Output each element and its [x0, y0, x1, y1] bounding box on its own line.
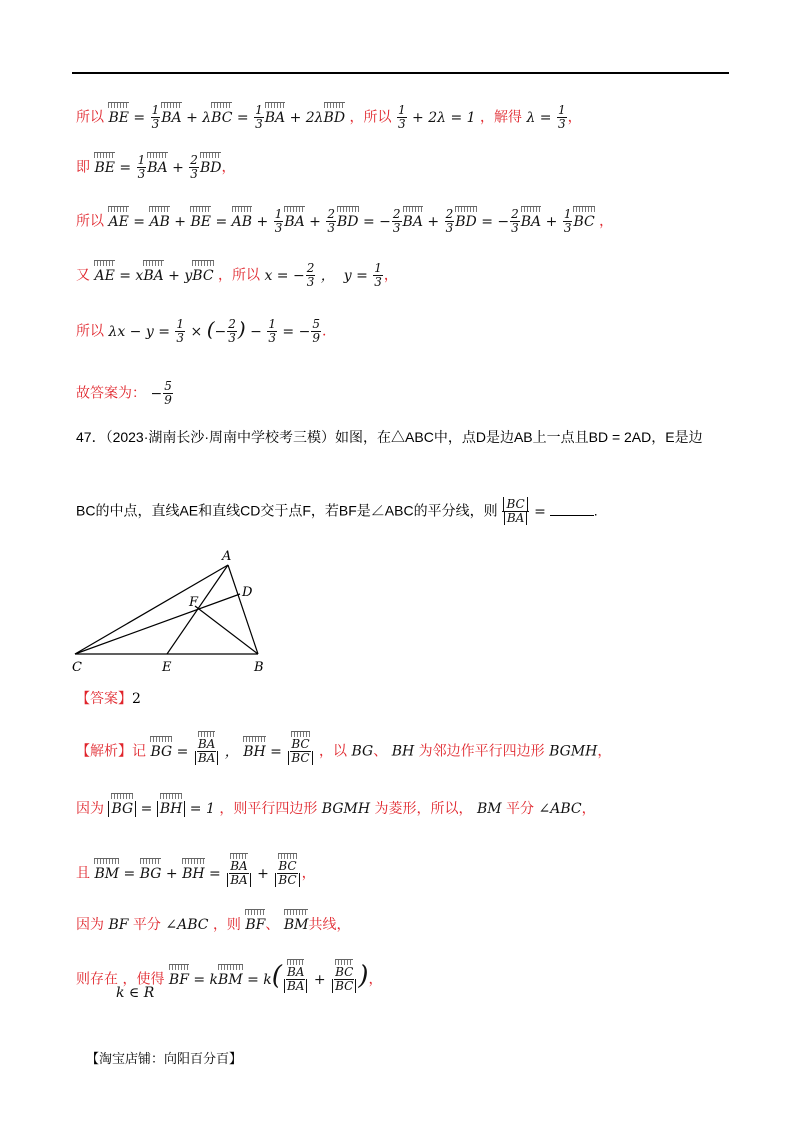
- analysis-line-3: [76, 860, 316, 887]
- text: 所以: [76, 213, 104, 230]
- text: ，所以: [218, 267, 260, 284]
- answer-blank: [550, 505, 594, 516]
- text: 又: [76, 267, 90, 284]
- text: 平分: [506, 801, 535, 817]
- text: ，: [597, 743, 612, 760]
- text: 故答案为：: [76, 385, 146, 402]
- text: 共线，: [308, 917, 351, 933]
- equation: BG = BH = 1: [108, 801, 214, 817]
- triangle-diagram: [60, 540, 290, 680]
- text: 所以: [76, 109, 104, 126]
- math: BG: [351, 743, 374, 760]
- text: 记: [132, 743, 146, 760]
- equation: λx − y = $\frac{1}{3}$ × (− $\frac{2}{3}$ ) − $\frac{1}{3}$ = − $\frac{5}{9}$: [108, 316, 320, 345]
- problem-source: （2023·湖南长沙·周南中学校考三模）: [105, 429, 336, 445]
- text: 、: [373, 743, 388, 760]
- text: 为菱形，所以，: [374, 801, 473, 817]
- problem-text: 如图，在△ABC中，点D是边AB上一点且BD = 2AD，E是边: [335, 429, 703, 445]
- ratio-expression: $\frac{BC}{BA}$ =: [501, 504, 545, 520]
- vector: BM: [283, 917, 309, 933]
- math: BM: [476, 801, 502, 817]
- text: 即: [76, 159, 90, 176]
- text: 所以: [76, 323, 104, 340]
- header-rule: [72, 72, 729, 74]
- analysis-line-1: [76, 738, 611, 765]
- math: BF: [108, 917, 129, 933]
- label-C: C: [72, 660, 82, 675]
- answer-label: 【答案】: [76, 691, 132, 707]
- footer-shop: 【淘宝店铺：向阳百分百】: [86, 1051, 243, 1066]
- math: ∠ABC: [165, 917, 209, 933]
- text: 为邻边作平行四边形: [418, 743, 545, 760]
- vector-equation: BM = BG + BH = $\frac{BA}{BA}$ + $\frac{BC}{BC}$: [94, 866, 301, 882]
- solution-line-1: 所以 BE = $\frac{1}{3}$ BA + λBC = $\frac{1}{3}$ BA + 2λBD ，所以 $\frac{1}{3}$ + 2λ = 1 ，解得 λ = $\frac{1}{3}$ ，: [76, 103, 582, 131]
- math: [284, 917, 309, 933]
- solution-line-5: 所以 λx − y = $\frac{1}{3}$ × (− $\frac{2}{3}$ ) − $\frac{1}{3}$ = − $\frac{5}{9}$ .: [76, 316, 327, 345]
- solution-line-4: 又 AE = xBA + yBC ，所以 x = − $\frac{2}{3}$ ， y = $\frac{1}{3}$ ，: [76, 261, 398, 289]
- equation: x = − $\frac{2}{3}$ ， y = $\frac{1}{3}$: [264, 261, 382, 289]
- text: ，: [301, 865, 316, 882]
- label-F: F: [189, 595, 199, 610]
- text: 则存在: [76, 971, 118, 988]
- text: .: [593, 502, 598, 519]
- math: [245, 917, 265, 933]
- solution-line-3: 所以 AE = AB + BE = AB + $\frac{1}{3}$ BA + $\frac{2}{3}$ BD = − $\frac{2}{3}$ BA + $\frac{2}{3}$ BD = − $\frac{2}{3}$ BA + $\frac{1}{3}$ BC ，: [76, 207, 614, 235]
- label-D: D: [242, 585, 253, 600]
- vector-equation: BG = $\frac{BA}{BA}$ ， BH = $\frac{BC}{BC}$: [150, 744, 314, 760]
- math: k ∈ R: [116, 985, 155, 1001]
- label-B: B: [254, 660, 264, 675]
- vector-equation: AE = xBA + yBC: [94, 267, 214, 284]
- analysis-line-2: [76, 800, 596, 818]
- problem-text: BC的中点，直线AE和直线CD交于点F，若BF是∠ABC的平分线，则: [76, 502, 498, 519]
- vector-equation: BF = kBM = k( $\frac{BA}{BA}$ + $\frac{BC}{BC}$ ): [168, 960, 369, 993]
- text: 因为: [76, 801, 104, 817]
- equation: λ = $\frac{1}{3}$: [526, 103, 566, 131]
- analysis-label: 【解析】: [76, 743, 132, 760]
- vector-equation: BE = $\frac{1}{3}$ BA + $\frac{2}{3}$ BD: [94, 153, 222, 181]
- answer-line: [76, 690, 141, 708]
- text: ，则: [212, 917, 241, 933]
- problem-number: 47．: [76, 429, 106, 445]
- vector: BF: [245, 917, 266, 933]
- math: BGMH: [321, 801, 371, 817]
- vector-equation: AE = AB + BE = AB + $\frac{1}{3}$ BA + $\frac{2}{3}$ BD = − $\frac{2}{3}$ BA + $\frac{2}{3}$ BD = − $\frac{2}{3}$ BA + $\frac{1}{3}$ BC: [108, 207, 595, 235]
- problem-line-1: [76, 428, 703, 446]
- final-answer-line: [76, 380, 174, 407]
- text: ，则平行四边形: [219, 801, 318, 817]
- math: BH: [391, 743, 415, 760]
- text: ，: [368, 971, 383, 988]
- text: ，解得: [480, 109, 523, 126]
- text: 平分: [132, 917, 161, 933]
- analysis-line-4: [76, 916, 350, 934]
- text: ，以: [319, 743, 348, 760]
- text: ，使得: [122, 971, 165, 988]
- vector-equation: BE = $\frac{1}{3}$ BA + λBC = $\frac{1}{3}$ BA + 2λBD: [108, 103, 346, 131]
- math: ∠ABC: [538, 801, 582, 817]
- equation: $\frac{1}{3}$ + 2λ = 1: [397, 103, 476, 131]
- solution-line-2: 即 BE = $\frac{1}{3}$ BA + $\frac{2}{3}$ BD，: [76, 153, 236, 181]
- text: 、: [265, 917, 280, 933]
- label-A: A: [222, 549, 232, 564]
- text: ，所以: [349, 109, 392, 126]
- math: BGMH: [549, 743, 598, 760]
- text: ，: [581, 801, 596, 817]
- problem-line-2: [76, 498, 598, 525]
- answer-value: − $\frac{5}{9}$: [150, 379, 172, 407]
- k-in-R: [116, 984, 154, 1002]
- label-E: E: [162, 660, 172, 675]
- text: 因为: [76, 917, 104, 933]
- text: 且: [76, 865, 90, 882]
- answer-value: 2: [132, 691, 141, 707]
